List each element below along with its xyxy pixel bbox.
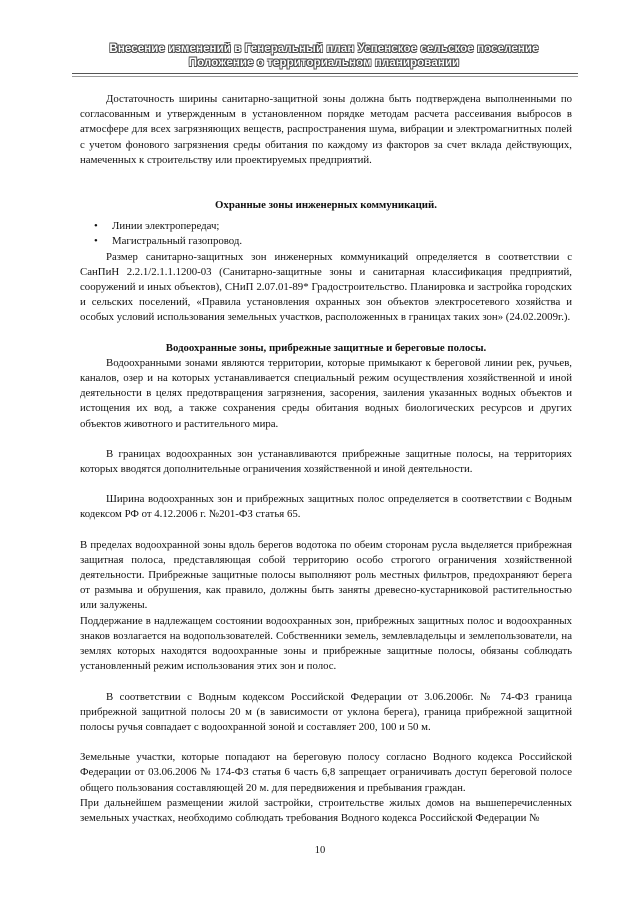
paragraph-coastal-strips: В границах водоохранных зон устанавливаются прибрежные защитные полосы, на территориях которых вводятся дополнительные ограничения хозяйственной и иной деятельности.	[80, 447, 572, 476]
paragraph-construction: При дальнейшем размещении жилой застройки, строительстве жилых домов на вышеперечисленных земельных участках, необходимо соблюдать требования Водного кодекса Российской Федерации №	[80, 796, 572, 824]
paragraph-land-plots: Земельные участки, которые попадают на береговую полосу согласно Водного кодекса Российской Федерации от 03.06.2006 № 174-ФЗ статья 6 часть 6,8 запрещает ограничивать доступ береговой полосе общего пользования составляющей 20 м. для передвижения и пребывания граждан.	[80, 751, 572, 794]
list-item: • Линии электропередач;	[80, 219, 572, 234]
paragraph-sanitary-zone: Достаточность ширины санитарно-защитной зоны должна быть подтверждена выполненными по согласованным и утвержденным в установленном порядке методам расчета рассеивания выбросов в атмосфере для всех загрязняющих веществ, распространения шума, вибрации и электромагнитных полей с учетом фонового загрязнения среды обитания по каждому из факторов за счет вклада действующих, намеченных к строительству или проектируемых предприятий.	[80, 93, 572, 166]
heading-engineering-zones: Охранные зоны инженерных коммуникаций.	[215, 199, 437, 212]
paragraph-water-zones-def: Водоохранными зонами являются территории, которые примыкают к береговой линии рек, ручьев, каналов, озер и на которых устанавливается специальный режим осуществления хозяйственной и иной деятельности в целях предотвращения загрязнения, засорения, заиления указанных водных объектов и истощения их вод, а также сохранения среды обитания водных биологических ресурсов и других объектов животного и растительного мира.	[80, 356, 572, 430]
page-number: 10	[314, 845, 326, 856]
header-line-2: Положение о территориальном планировании	[188, 57, 460, 69]
header-divider	[72, 73, 578, 77]
paragraph-width: Ширина водоохранных зон и прибрежных защитных полос определяется в соответствии с Водным кодексом РФ от 4.12.2006 г. №201-ФЗ статья 65.	[80, 493, 572, 521]
document-body	[80, 92, 572, 826]
header-line-1: Внесение изменений в Генеральный план Успенское сельское поселение	[109, 43, 539, 55]
paragraph-protective-strip: В пределах водоохранной зоны вдоль берегов водотока по обеим сторонам русла выделяется прибрежная защитная полоса, представляющая собой территорию особо строгого ограничения хозяйственной деятельности. Прибрежные защитные полосы выполняют роль местных фильтров, предохраняют берега от размыва и обрушения, как правило, должны быть заняты древесно-кустарниковой растительностью или залужены.	[80, 538, 572, 612]
bullet-list	[80, 219, 572, 249]
paragraph-maintenance: Поддержание в надлежащем состоянии водоохранных зон, прибрежных защитных полос и водоохранных знаков возлагается на водопользователей. Собственники земель, землевладельцы и землепользователи, на землях которых находятся водоохранные зоны и прибрежные защитные полосы, обязаны соблюдать установленный режим использования этих зон и полос.	[80, 614, 572, 673]
heading-water-zones: Водоохранные зоны, прибрежные защитные и береговые полосы.	[165, 341, 487, 354]
paragraph-water-code: В соответствии с Водным кодексом Российской Федерации от 3.06.2006г. № 74-ФЗ граница прибрежной защитной полосы 20 м (в зависимости от уклона берега), граница прибрежной защитной полосы ручья совпадает с водоохранной зоной и составляет 200, 100 и 50 м.	[80, 690, 572, 733]
paragraph-engineering-zones: Размер санитарно-защитных зон инженерных коммуникаций определяется в соответствии с СанПиН 2.2.1/2.1.1.1200-03 (Санитарно-защитные зоны и санитарная классификация предприятий, сооружений и иных объектов), СНиП 2.07.01-89* Градостроительство. Планировка и застройка городских и сельских поселений, «Правила установления охранных зон объектов электросетевого хозяйства и особых условий использования земельных участков, расположенных в границах таких зон» (24.02.2009г.).	[80, 250, 572, 324]
running-header	[70, 42, 578, 70]
list-item: • Магистральный газопровод.	[80, 234, 572, 249]
